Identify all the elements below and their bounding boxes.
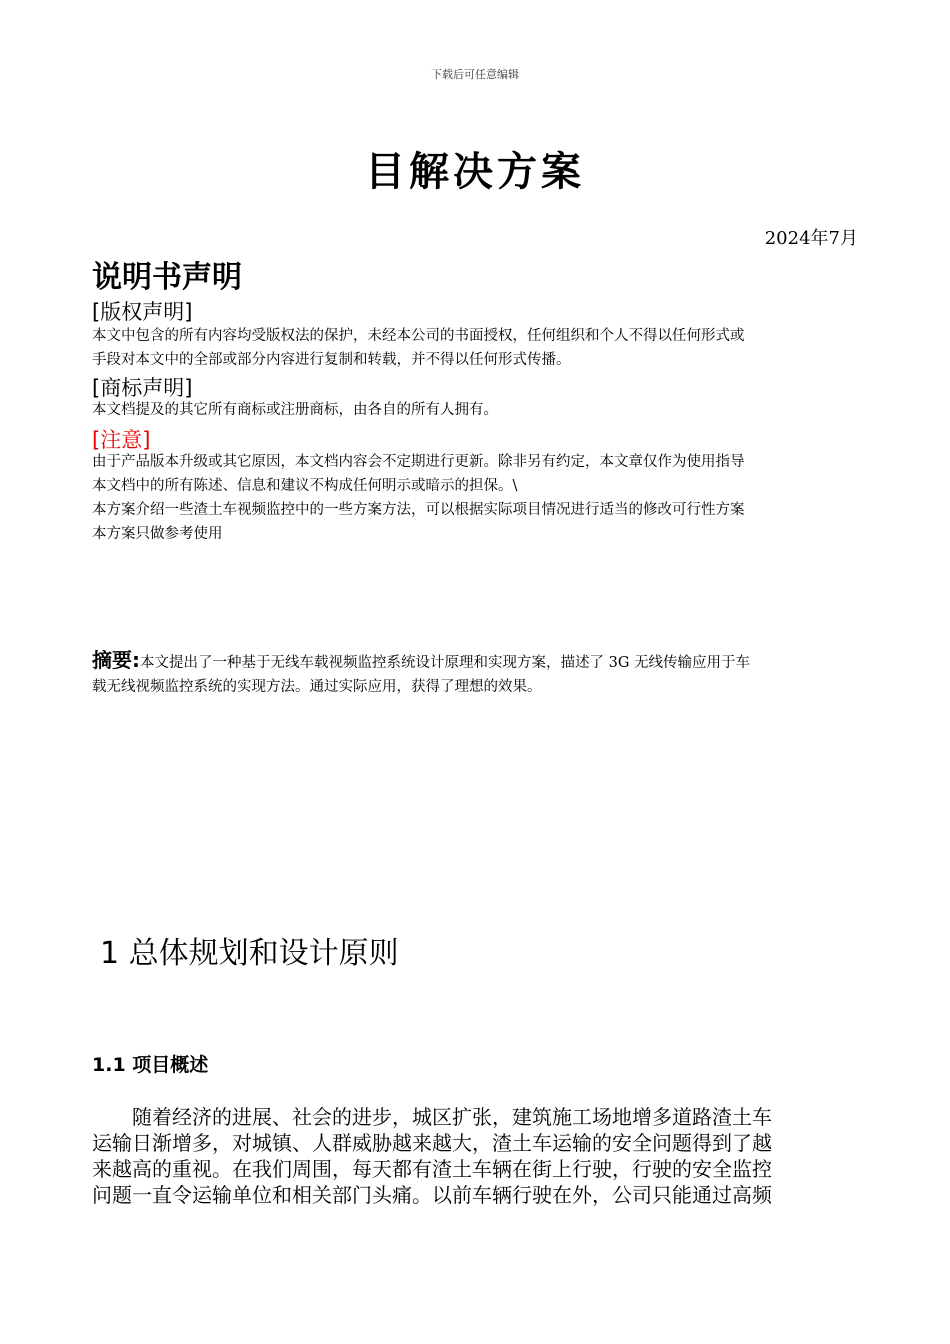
document-title: 目解决方案 [365, 149, 585, 195]
notice-line: 本文档中的所有陈述、信息和建议不构成任何明示或暗示的担保。\ [92, 478, 518, 494]
project-overview-paragraph [92, 1104, 860, 1208]
statement-heading: 说明书声明 [92, 260, 242, 295]
notice-line: 由于产品版本升级或其它原因，本文档内容会不定期进行更新。除非另有约定，本文章仅作为使用指导 [92, 454, 745, 470]
trademark-paragraph [92, 398, 860, 422]
header-note: 下载后可任意编辑 [431, 68, 519, 81]
copyright-paragraph [92, 324, 860, 372]
notice-heading: [注意] [92, 428, 151, 452]
copyright-heading: [版权声明] [92, 300, 193, 324]
body-line: 问题一直令运输单位和相关部门头痛。以前车辆行驶在外，公司只能通过高频 [92, 1183, 772, 1207]
section-1-heading: 1 总体规划和设计原则 [100, 936, 399, 971]
abstract-label: 摘要: [92, 648, 140, 672]
document-date: 2024年7月 [764, 228, 858, 249]
copyright-line: 手段对本文中的全部或部分内容进行复制和转载，并不得以任何形式传播。 [92, 352, 571, 368]
abstract-text: 本文提出了一种基于无线车载视频监控系统设计原理和实现方案，描述了 3G 无线传输应用于车 [140, 655, 751, 671]
abstract-paragraph [92, 648, 860, 699]
abstract-text: 载无线视频监控系统的实现方法。通过实际应用，获得了理想的效果。 [92, 679, 542, 695]
trademark-line: 本文档提及的其它所有商标或注册商标，由各自的所有人拥有。 [92, 402, 498, 418]
notice-paragraph [92, 450, 860, 546]
trademark-heading: [商标声明] [92, 376, 193, 400]
body-line: 运输日渐增多，对城镇、人群威胁越来越大，渣土车运输的安全问题得到了越 [92, 1131, 772, 1155]
body-line: 随着经济的进展、社会的进步，城区扩张，建筑施工场地增多道路渣土车 [92, 1105, 772, 1129]
section-1-1-heading: 1.1 项目概述 [92, 1054, 209, 1076]
notice-line: 本方案只做参考使用 [92, 526, 223, 542]
notice-line: 本方案介绍一些渣土车视频监控中的一些方案方法，可以根据实际项目情况进行适当的修改可行性方案 [92, 502, 745, 518]
copyright-line: 本文中包含的所有内容均受版权法的保护，未经本公司的书面授权，任何组织和个人不得以任何形式或 [92, 328, 745, 344]
body-line: 来越高的重视。在我们周围，每天都有渣土车辆在街上行驶，行驶的安全监控 [92, 1157, 772, 1181]
